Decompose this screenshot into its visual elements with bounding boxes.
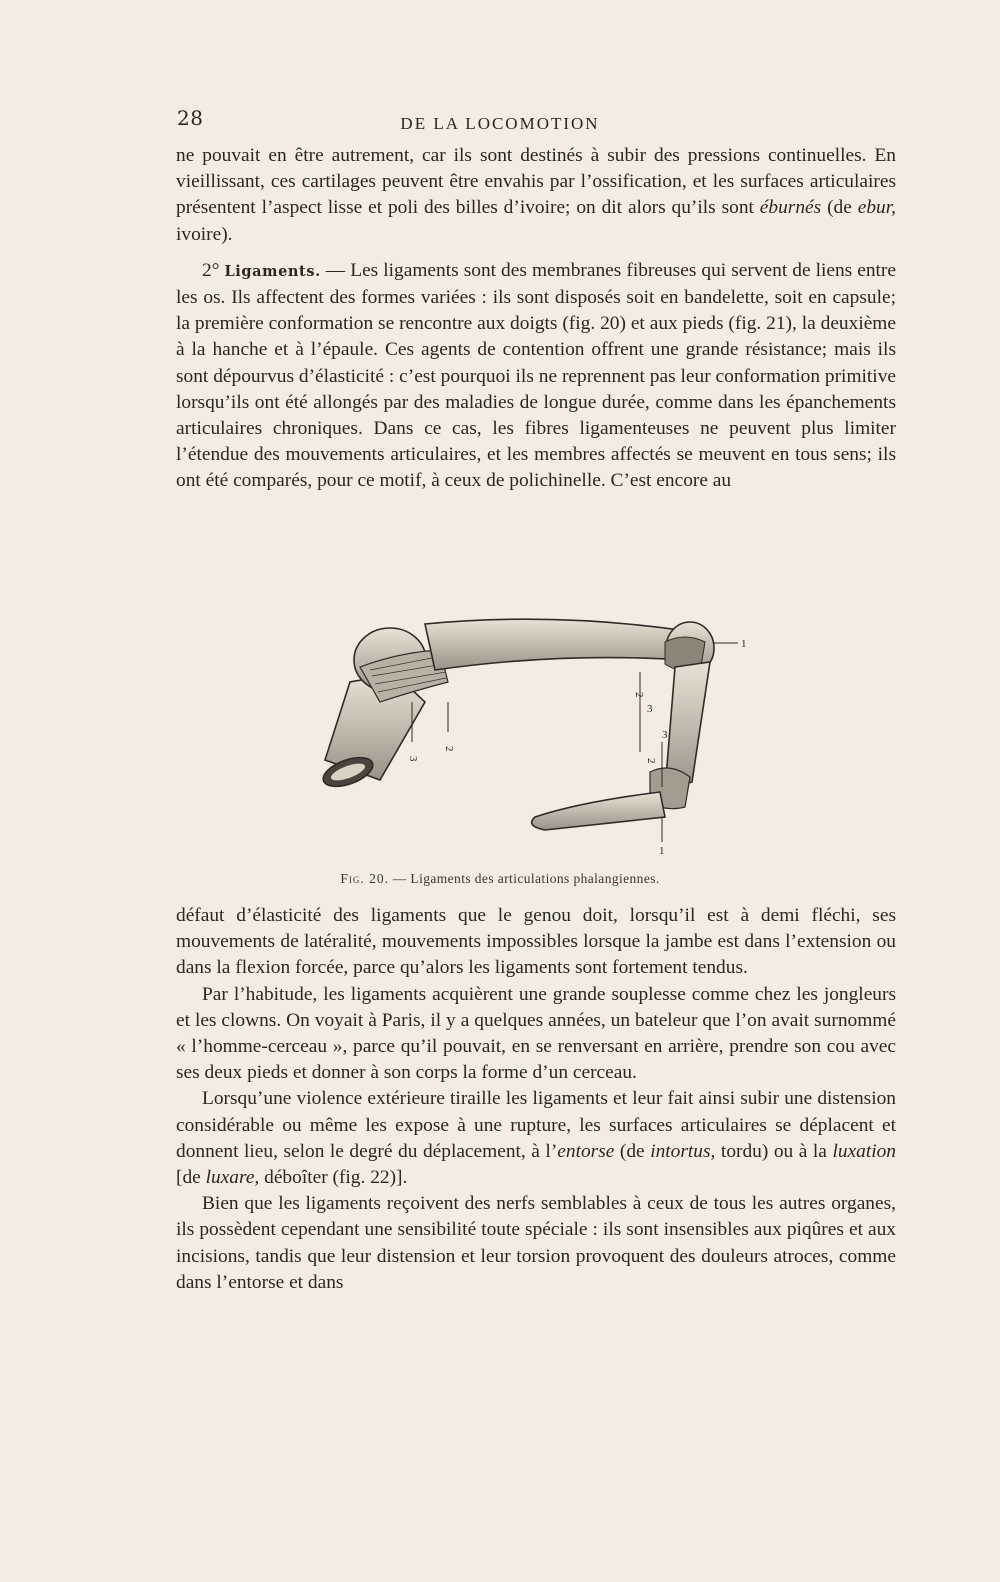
label-3-right-lower: 3: [662, 729, 668, 741]
page-number: 28: [177, 106, 204, 130]
section-number: 2°: [202, 259, 220, 281]
term-luxare: luxare,: [205, 1167, 260, 1189]
caption-text: — Ligaments des articulations phalangiennes.: [388, 871, 660, 886]
paragraph-5: Lorsqu’une violence extérieure tiraille les ligaments et leur fait ainsi subir une distension considérable ou même les expose à une rupture, les surfaces articulaires se déplacent et donnent lieu, selon le degré du déplacement, à l’entorse (de intortus, tordu) ou à la luxation [de luxare, déboîter (fig. 22)].: [176, 1088, 896, 1189]
term-eburnes: éburnés: [759, 197, 822, 219]
text-block-bottom: [176, 903, 896, 1296]
term-ebur: ebur,: [857, 197, 896, 219]
label-2-right-lower: 2: [645, 758, 657, 764]
paragraph-1: ne pouvait en être autrement, car ils sont destinés à subir des pressions continuelles. En vieillissant, ces cartilages peuvent être envahis par l’ossification, et les surfaces articulaires présentent l’aspect lisse et poli des billes d’ivoire; on dit alors qu’ils sont éburnés (de ebur, ivoire).: [176, 145, 896, 245]
running-title: DE LA LOCOMOTION: [400, 114, 600, 133]
paragraph-4: Par l’habitude, les ligaments acquièrent une grande souplesse comme chez les jongleurs et les clowns. On voyait à Paris, il y a quelques années, un bateleur que l’on avait surnommé « l’homme-cerceau », parce qu’il pouvait, en se renversant en arrière, prendre son cou avec ses deux pieds et donner à son corps la forme d’un cerceau.: [176, 983, 896, 1084]
paragraph-3: défaut d’élasticité des ligaments que le genou doit, lorsqu’il est à demi fléchi, ses mouvements de latéralité, mouvements impossibles lorsque la jambe est dans l’extension ou dans la flexion forcée, parce qu’alors les ligaments sont fortement tendus.: [176, 905, 896, 979]
text-block-top: [176, 143, 896, 495]
middle-phalanx: [425, 619, 685, 670]
label-2-left: 2: [443, 746, 455, 752]
label-1-bottom: 1: [659, 845, 665, 857]
figure-20-illustration: [320, 612, 760, 858]
paragraph-6: Bien que les ligaments reçoivent des nerfs semblables à ceux de tous les autres organes, ils possèdent cependant une sensibilité toute spéciale : ils sont insensibles aux piqûres et aux incisions, tandis que leur distension et leur torsion provoquent des douleurs atroces, comme dans l’entorse et dans: [176, 1193, 896, 1293]
caption-label: Fig. 20.: [340, 871, 389, 886]
distal-phalanx: [532, 792, 665, 830]
term-intortus: intortus,: [650, 1140, 716, 1162]
label-1-top: 1: [741, 638, 747, 650]
section-heading-ligaments: Ligaments.: [224, 262, 321, 280]
label-3-right-upper: 3: [647, 703, 653, 715]
figure-caption: [0, 871, 1000, 887]
paragraph-ligaments: 2° Ligaments. — Les ligaments sont des membranes fibreuses qui servent de liens entre les os. Ils affectent des formes variées : ils sont disposés soit en bandelette, soit en capsule; la première conformation se rencontre aux doigts (fig. 20) et aux pieds (fig. 21), la deuxième à la hanche et à l’épaule. Ces agents de contention offrent une grande résistance; mais ils sont dépourvus d’élasticité : c’est pourquoi ils ne reprennent pas leur conformation primitive lorsqu’ils ont été allongés par des maladies de longue durée, comme dans les épanchements articulaires chroniques. Dans ce cas, les fibres ligamenteuses ne peuvent plus limiter l’étendue des mouvements articulaires, et les membres affectés se meuvent en tous sens; ils ont été comparés, pour ce motif, à ceux de polichinelle. C’est encore au: [176, 259, 896, 492]
term-luxation: luxation: [832, 1140, 896, 1162]
term-entorse: entorse: [557, 1140, 615, 1162]
finger-bones-drawing: [320, 612, 760, 858]
label-2-right: 2: [633, 692, 645, 698]
label-3-left: 3: [407, 756, 419, 762]
